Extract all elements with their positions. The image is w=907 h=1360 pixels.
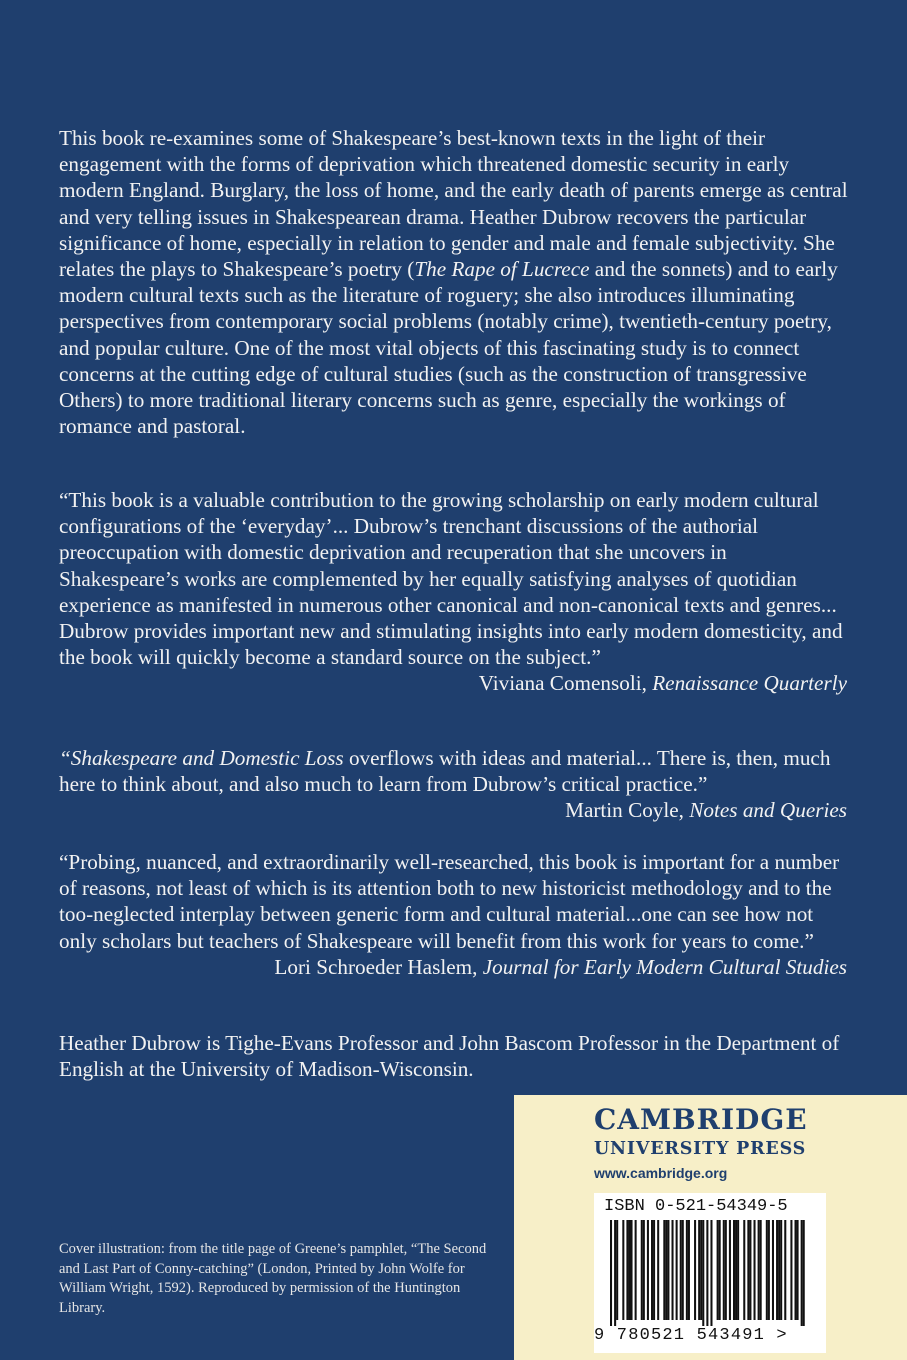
cover-illustration-credit: Cover illustration: from the title page of Greene’s pamphlet, “The Second and Last Part of Conny-catching” (London, Printed by John Wolfe for William Wright, 1592). Reproduced by permission of the Huntington Library. [59, 1241, 487, 1316]
publisher-panel [514, 1095, 907, 1360]
review-3-attribution [59, 954, 849, 980]
review-1-author: Viviana Comensoli, [478, 671, 653, 696]
review-2-quote: overflows with ideas and material... There is, then, much here to think about, and also much to learn from Dubrow’s critical practice.” [59, 746, 831, 797]
review-1-attribution [59, 670, 849, 696]
review-1-source: Renaissance Quarterly [652, 671, 847, 696]
review-3 [59, 849, 849, 980]
barcode-icon [602, 1220, 818, 1326]
review-1 [59, 487, 849, 697]
review-3-source: Journal for Early Modern Cultural Studies [482, 954, 847, 979]
description-paragraph [59, 125, 849, 439]
review-3-quote: “Probing, nuanced, and extraordinarily well-researched, this book is important for a number of reasons, not least of which is its attention both to new historicist methodology and to the too-neglected interplay between generic form and cultural material...one can see how not only scholars but teachers of Shakespeare will benefit from this work for years to come.” [59, 850, 840, 953]
isbn-barcode-box [594, 1193, 826, 1353]
description-title-italic: The Rape of Lucrece [414, 257, 590, 282]
isbn-label: ISBN 0-521-54349-5 [604, 1197, 788, 1216]
review-2-author: Martin Coyle, [565, 798, 690, 823]
review-3-author: Lori Schroeder Haslem, [274, 954, 483, 979]
review-2-source: Notes and Queries [689, 798, 847, 823]
author-bio-text: Heather Dubrow is Tighe-Evans Professor and John Bascom Professor in the Department of English at the University of Madison-Wisconsin. [59, 1031, 840, 1082]
author-bio [59, 1030, 849, 1082]
publisher-logo-name: CAMBRIDGE [594, 1103, 808, 1136]
ean-number: 9 780521 543491 > [594, 1326, 788, 1345]
review-2-attribution [59, 797, 849, 823]
publisher-logo-subtitle: UNIVERSITY PRESS [594, 1139, 807, 1159]
description-text-part2: and the sonnets) and to early modern cultural texts such as the literature of roguery; she also introduces illuminating perspectives from contemporary social problems (notably crime), twentieth-century poetry, and popular culture. One of the most vital objects of this fascinating study is to connect concerns at the cutting edge of cultural studies (such as the construction of transgressive Others) to more traditional literary concerns such as genre, especially the workings of romance and pastoral. [59, 257, 838, 439]
review-2 [59, 745, 849, 824]
review-2-book-title: “Shakespeare and Domestic Loss [59, 746, 344, 770]
publisher-url: www.cambridge.org [594, 1165, 728, 1181]
review-1-quote: “This book is a valuable contribution to the growing scholarship on early modern cultural configurations of the ‘everyday’... Dubrow’s trenchant discussions of the authorial preoccupation with domestic deprivation and recuperation that she uncovers in Shakespeare’s works are complemented by her equally satisfying analyses of quotidian experience as manifested in numerous other canonical and non-canonical texts and genres... Dubrow provides important new and stimulating insights into early modern domesticity, and the book will quickly become a standard source on the subject.” [59, 488, 843, 670]
review-2-quote-wrap [59, 745, 849, 797]
description-text-part1: This book re-examines some of Shakespeare’s best-known texts in the light of their engagement with the forms of deprivation which threatened domestic security in early modern England. Burglary, the loss of home, and the early death of parents emerge as central and very telling issues in Shakespearean drama. Heather Dubrow recovers the particular significance of home, especially in relation to gender and male and female subjectivity. She relates the plays to Shakespeare’s poetry ( [59, 126, 848, 282]
